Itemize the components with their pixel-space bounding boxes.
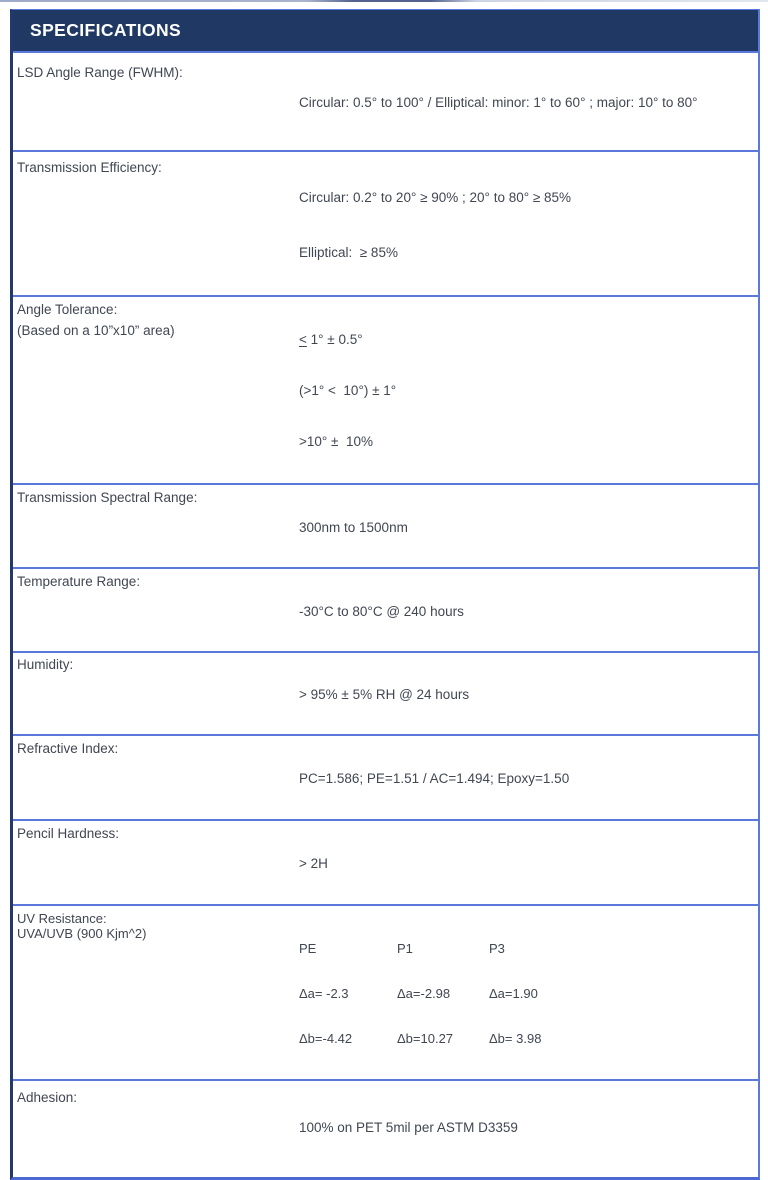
spec-row-lsd-angle-range xyxy=(13,51,758,150)
spec-label: Transmission Efficiency: xyxy=(17,160,162,175)
underlined-less-than: < xyxy=(299,332,307,347)
spec-value: > 2H xyxy=(299,856,328,871)
spec-label: Adhesion: xyxy=(17,1090,78,1105)
uv-column-pe: PE Δa= -2.3 Δb=-4.42 xyxy=(299,941,353,1046)
spec-row-angle-tolerance xyxy=(13,295,758,483)
uv-column-p3: P3 Δa=1.90 Δb= 3.98 xyxy=(489,941,542,1046)
spec-row-refractive-index xyxy=(13,734,758,819)
spec-label: Angle Tolerance: (Based on a 10”x10” area) xyxy=(17,302,175,338)
spec-value: > 95% ± 5% RH @ 24 hours xyxy=(299,687,470,702)
uv-column-p1: P1 Δa=-2.98 Δb=10.27 xyxy=(397,941,454,1046)
spec-label: Pencil Hardness: xyxy=(17,826,120,841)
spec-value: -30°C to 80°C @ 240 hours xyxy=(299,604,464,619)
spec-value: 300nm to 1500nm xyxy=(299,520,408,535)
spec-value: < 1° ± 0.5° (>1° < 10°) ± 1° >10° ± 10% xyxy=(299,332,397,449)
spec-value: Circular: 0.5° to 100° / Elliptical: minor: 1° to 60° ; major: 10° to 80° xyxy=(299,95,698,110)
spec-value: Circular: 0.2° to 20° ≥ 90% ; 20° to 80° ≥ 85% Elliptical: ≥ 85% xyxy=(299,190,572,260)
spec-value: 100% on PET 5mil per ASTM D3359 xyxy=(299,1120,518,1135)
spec-row-uv-resistance xyxy=(13,904,758,1079)
spec-label: UV Resistance: UVA/UVB (900 Kjm^2) xyxy=(17,911,147,941)
spec-value-uv-columns xyxy=(299,911,758,1076)
spec-row-humidity xyxy=(13,651,758,734)
spec-row-temperature-range xyxy=(13,567,758,651)
clipped-element-edge xyxy=(0,0,768,2)
spec-row-pencil-hardness xyxy=(13,819,758,904)
table-header-bar xyxy=(13,10,758,51)
spec-label: Refractive Index: xyxy=(17,741,119,756)
spec-label: Temperature Range: xyxy=(17,574,141,589)
spec-row-transmission-spectral-range xyxy=(13,483,758,567)
spec-value: PC=1.586; PE=1.51 / AC=1.494; Epoxy=1.50 xyxy=(299,771,570,786)
spec-label: Transmission Spectral Range: xyxy=(17,490,198,505)
spec-row-transmission-efficiency xyxy=(13,150,758,295)
spec-label: LSD Angle Range (FWHM): xyxy=(17,65,183,80)
spec-row-adhesion xyxy=(13,1079,758,1177)
spec-label: Humidity: xyxy=(17,657,74,672)
page-title: SPECIFICATIONS xyxy=(30,20,182,40)
specifications-table xyxy=(10,9,760,1180)
